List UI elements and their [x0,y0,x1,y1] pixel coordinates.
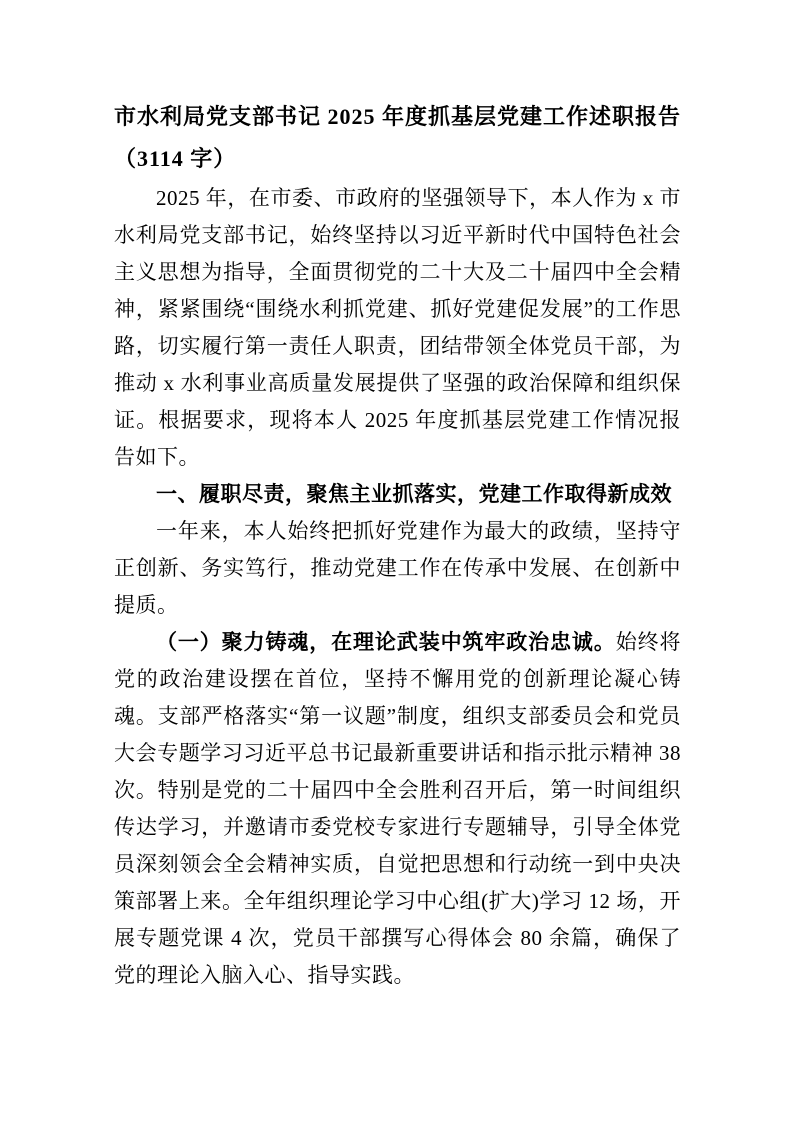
paragraph-subsection-1 [114,624,681,994]
paragraph-section1-overview: 一年来，本人始终把抓好党建作为最大的政绩，坚持守正创新、务实笃行，推动党建工作在传承中发展、在创新中提质。 [114,519,681,617]
subsection-1-text: 始终将党的政治建设摆在首位，坚持不懈用党的创新理论凝心铸魂。支部严格落实“第一议题”制度，组织支部委员会和党员大会专题学习习近平总书记最新重要讲话和指示批示精神 38 次。特别是党的二十届四中全会胜利召开后，第一时间组织传达学习，并邀请市委党校专家进行专题辅导，引导全体党员深刻领会全会精神实质，自觉把思想和行动统一到中央决策部署上来。全年组织理论学习中心组(扩大)学习 12 场，开展专题党课 4 次，党员干部撰写心得体会 80 余篇，确保了党的理论入脑入心、指导实践。 [114,630,682,987]
paragraph-intro: 2025 年，在市委、市政府的坚强领导下，本人作为 x 市水利局党支部书记，始终坚持以习近平新时代中国特色社会主义思想为指导，全面贯彻党的二十大及二十届四中全会精神，紧紧围绕“围绕水利抓党建、抓好党建促发展”的工作思路，切实履行第一责任人职责，团结带领全体党员干部，为推动 x 水利事业高质量发展提供了坚强的政治保障和组织保证。根据要求，现将本人 2025 年度抓基层党建工作情况报告如下。 [114,186,681,469]
section-heading-1: 一、履职尽责，聚焦主业抓落实，党建工作取得新成效 [156,482,672,506]
document-title: 市水利局党支部书记 2025 年度抓基层党建工作述职报告（3114 字） [114,104,682,171]
subsection-1-lead: （一）聚力铸魂，在理论武装中筑牢政治忠诚。 [156,630,616,654]
